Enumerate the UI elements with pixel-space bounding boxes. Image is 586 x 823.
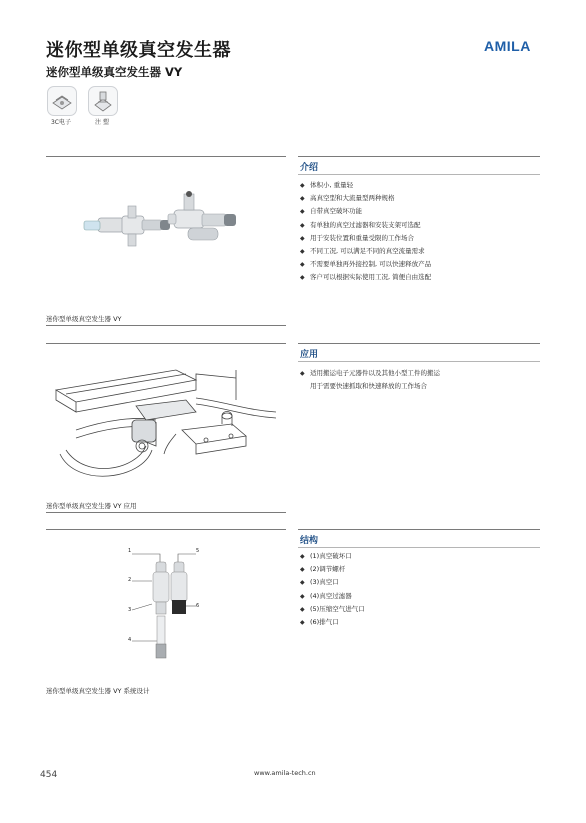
list-item: ◆ 客户可以根据实际使用工况, 简便自由选配 <box>300 271 431 284</box>
list-item: ◆ 不同工况, 可以满足不同的真空流量需求 <box>300 245 431 258</box>
callout-4: 4 <box>128 637 132 643</box>
list-item: ◆ 适用搬运电子元器件以及其他小型工件的搬运 <box>300 367 440 380</box>
list-item: ◆ (2)调节螺杆 <box>300 563 365 576</box>
callout-2: 2 <box>128 577 132 583</box>
product-image <box>46 160 286 310</box>
divider <box>298 547 540 548</box>
list-item: ◆ 用于安装位置和重量受限的工作场合 <box>300 232 431 245</box>
structure-heading: 结构 <box>300 536 319 546</box>
divider <box>298 156 540 157</box>
structure-diagram <box>120 544 220 674</box>
structure-list <box>300 550 365 629</box>
list-item: ◆ (6)排气口 <box>300 616 365 629</box>
application-heading: 应用 <box>300 350 319 360</box>
callout-6: 6 <box>196 603 200 609</box>
list-item: ◆ (3)真空口 <box>300 576 365 589</box>
callout-3: 3 <box>128 607 132 613</box>
page-title: 迷你型单级真空发生器 <box>46 40 231 61</box>
divider <box>46 325 286 326</box>
callout-5: 5 <box>196 548 200 554</box>
divider <box>46 529 286 530</box>
injection-molding-icon <box>88 86 118 116</box>
industry-label-electronics: 3C电子 <box>50 119 71 126</box>
electronics-icon <box>47 86 77 116</box>
list-item: ◆ 体积小, 重量轻 <box>300 179 431 192</box>
list-item: ◆ 自带真空破坏功能 <box>300 205 431 218</box>
application-illustration <box>46 350 286 490</box>
footer-url: www.amila-tech.cn <box>254 769 316 777</box>
brand-logo: AMILA <box>484 38 531 54</box>
page-subtitle: 迷你型单级真空发生器 VY <box>46 65 183 79</box>
divider <box>46 343 286 344</box>
application-list <box>300 367 440 393</box>
divider <box>298 174 540 175</box>
page-number: 454 <box>40 770 58 780</box>
list-item-continuation: 用于需要快速抓取和快速释放的工作场合 <box>310 382 427 391</box>
list-item: ◆ 不需要单独再外接控制, 可以快速释放产品 <box>300 258 431 271</box>
intro-caption: 迷你型单级真空发生器 VY <box>46 315 122 323</box>
list-item: ◆ 高真空型和大流量型两种规格 <box>300 192 431 205</box>
list-item: ◆ (1)真空破坏口 <box>300 550 365 563</box>
divider <box>46 156 286 157</box>
intro-list <box>300 179 431 285</box>
divider <box>298 361 540 362</box>
list-item: ◆ (4)真空过滤器 <box>300 590 365 603</box>
divider <box>298 529 540 530</box>
application-caption: 迷你型单级真空发生器 VY 应用 <box>46 502 137 510</box>
structure-caption: 迷你型单级真空发生器 VY 系统设计 <box>46 687 150 695</box>
divider <box>298 343 540 344</box>
callout-1: 1 <box>128 548 132 554</box>
list-item: ◆ 有单独的真空过滤器和安装支架可选配 <box>300 219 431 232</box>
industry-label-injection: 注 塑 <box>95 119 109 126</box>
list-item: ◆ (5)压缩空气进气口 <box>300 603 365 616</box>
intro-heading: 介绍 <box>300 163 319 173</box>
divider <box>46 512 286 513</box>
